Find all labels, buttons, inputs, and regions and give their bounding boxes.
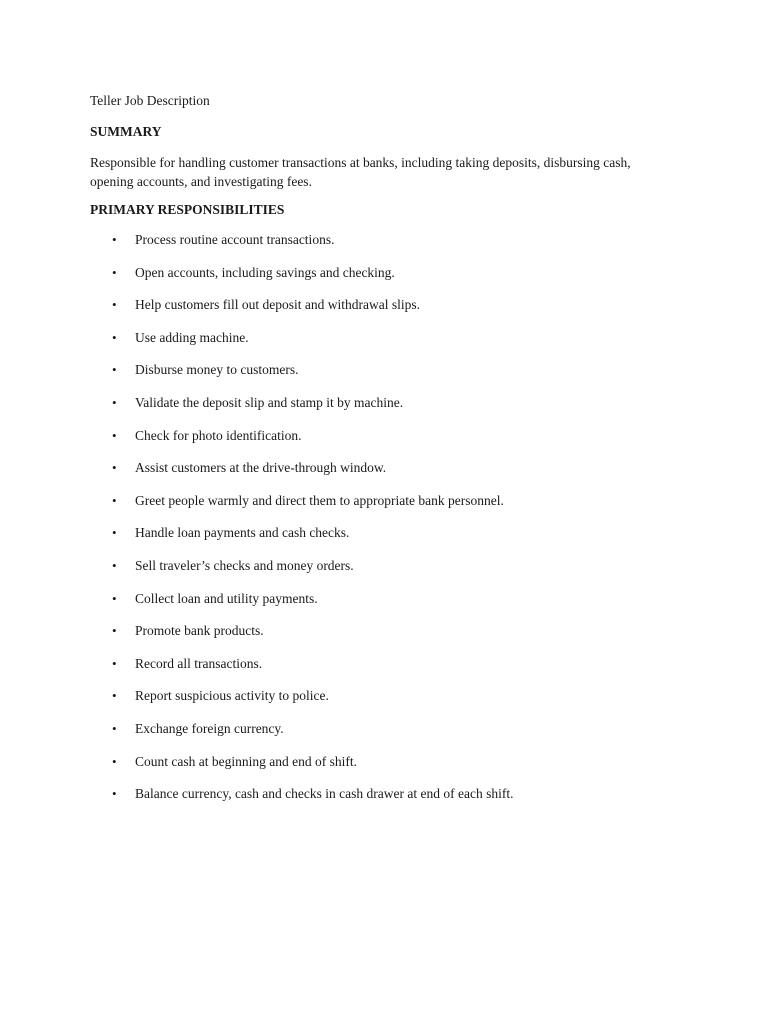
bullet-icon: •: [112, 232, 117, 247]
document-title: Teller Job Description: [90, 93, 210, 108]
list-item: [90, 784, 690, 817]
bullet-icon: •: [112, 427, 117, 443]
list-item-text: Report suspicious activity to police.: [135, 688, 329, 704]
list-item-text: Count cash at beginning and end of shift.: [135, 753, 357, 769]
list-item: [90, 589, 690, 622]
list-item: [90, 752, 690, 785]
list-item-text: Balance currency, cash and checks in cash drawer at end of each shift.: [135, 786, 514, 802]
list-item: [90, 328, 690, 361]
list-item-text: Sell traveler’s checks and money orders.: [135, 557, 354, 573]
list-item-text: Use adding machine.: [135, 329, 249, 345]
bullet-icon: •: [112, 557, 117, 573]
bullet-icon: •: [112, 786, 117, 802]
list-item: [90, 686, 690, 719]
list-item: [90, 263, 690, 296]
bullet-icon: •: [112, 720, 117, 736]
list-item-text: Collect loan and utility payments.: [135, 590, 318, 606]
list-item-text: Open accounts, including savings and checking.: [135, 264, 395, 280]
list-item: [90, 393, 690, 426]
list-item-text: Validate the deposit slip and stamp it by machine.: [135, 394, 404, 410]
list-item-text: Handle loan payments and cash checks.: [135, 525, 350, 541]
list-item: [90, 295, 690, 328]
list-item-text: Process routine account transactions.: [135, 232, 335, 247]
summary-heading: SUMMARY: [90, 124, 162, 139]
responsibilities-list: [90, 230, 690, 817]
list-item: [90, 556, 690, 589]
responsibilities-heading: PRIMARY RESPONSIBILITIES: [90, 202, 285, 217]
bullet-icon: •: [112, 362, 117, 378]
list-item-text: Help customers fill out deposit and withdrawal slips.: [135, 297, 420, 313]
list-item: [90, 230, 690, 263]
bullet-icon: •: [112, 394, 117, 410]
document-page: [90, 91, 690, 817]
list-item-text: Check for photo identification.: [135, 427, 302, 443]
list-item-text: Record all transactions.: [135, 655, 263, 671]
list-item: [90, 719, 690, 752]
bullet-icon: •: [112, 655, 117, 671]
list-item: [90, 491, 690, 524]
bullet-icon: •: [112, 590, 117, 606]
list-item: [90, 523, 690, 556]
list-item-text: Exchange foreign currency.: [135, 720, 284, 736]
summary-text: Responsible for handling customer transactions at banks, including taking deposits, disbursing cash, opening accounts, and investigating fees.: [90, 155, 631, 189]
bullet-icon: •: [112, 688, 117, 704]
list-item: [90, 458, 690, 491]
list-item-text: Disburse money to customers.: [135, 362, 299, 378]
bullet-icon: •: [112, 297, 117, 313]
bullet-icon: •: [112, 460, 117, 476]
list-item: [90, 426, 690, 459]
bullet-icon: •: [112, 264, 117, 280]
list-item: [90, 654, 690, 687]
bullet-icon: •: [112, 525, 117, 541]
bullet-icon: •: [112, 329, 117, 345]
list-item-text: Promote bank products.: [135, 623, 264, 639]
list-item: [90, 360, 690, 393]
list-item: [90, 621, 690, 654]
list-item-text: Greet people warmly and direct them to appropriate bank personnel.: [135, 492, 504, 508]
list-item-text: Assist customers at the drive-through window.: [135, 460, 387, 476]
bullet-icon: •: [112, 623, 117, 639]
bullet-icon: •: [112, 753, 117, 769]
bullet-icon: •: [112, 492, 117, 508]
